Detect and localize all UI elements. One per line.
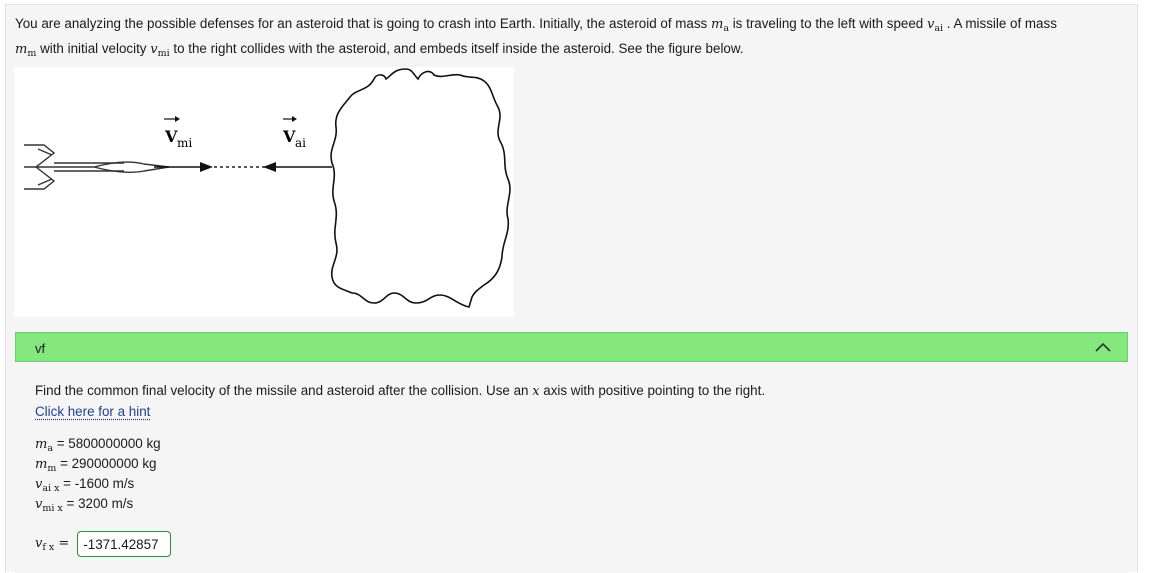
- answer-row: [35, 529, 171, 559]
- velocity-asteroid-symbol: $v_{ai}$: [926, 17, 944, 34]
- missile-icon: [24, 145, 169, 189]
- given-velocity-missile: $v_{mi x} = 3200$ m/s: [35, 496, 134, 514]
- svg-text:ai: ai: [295, 136, 306, 150]
- intro-text-5: to the right collides with the asteroid, and embeds itself inside the asteroid. See the figure below.: [169, 41, 744, 56]
- intro-text-2: is traveling to the left with speed: [728, 16, 927, 31]
- part-body: [15, 362, 1128, 573]
- asteroid-shape: [331, 69, 510, 307]
- svg-text:V: V: [165, 127, 178, 146]
- collision-figure: [14, 67, 514, 317]
- part-header[interactable]: [15, 332, 1128, 362]
- question-text: Find the common final velocity of the missile and asteroid after the collision. Use an x axis with positive pointing to the right.: [35, 383, 766, 399]
- missile-velocity-arrowhead: [200, 162, 213, 172]
- collision-diagram: [14, 67, 514, 317]
- vmi-label: [164, 116, 192, 150]
- svg-text:mi: mi: [177, 136, 193, 150]
- given-mass-asteroid: $m_a = 5800000000$ kg: [35, 436, 161, 454]
- problem-statement: [15, 14, 1130, 64]
- mass-missile-symbol: $m_m$: [15, 42, 37, 59]
- part-label: vf: [35, 341, 46, 356]
- answer-label: $v_{f x}$ =: [35, 535, 70, 553]
- hint-link[interactable]: Click here for a hint: [35, 404, 151, 419]
- intro-text-4: with initial velocity: [36, 41, 151, 56]
- svg-text:V: V: [283, 127, 296, 146]
- given-velocity-asteroid: $v_{ai x} = -1600$ m/s: [35, 476, 135, 494]
- velocity-missile-symbol: $v_{mi}$: [150, 42, 170, 59]
- given-mass-missile: $m_m = 290000000$ kg: [35, 456, 157, 474]
- intro-text-3: . A missile of mass: [943, 16, 1057, 31]
- final-velocity-input[interactable]: [77, 531, 171, 557]
- problem-container: [5, 4, 1138, 572]
- intro-text-1: You are analyzing the possible defenses for an asteroid that is going to crash into Earth. Initially, the asteroid of mass: [15, 16, 711, 31]
- mass-asteroid-symbol: $m_a$: [710, 17, 729, 34]
- vai-label: [282, 116, 306, 150]
- asteroid-velocity-arrowhead: [263, 162, 276, 172]
- chevron-up-icon[interactable]: [1094, 340, 1112, 354]
